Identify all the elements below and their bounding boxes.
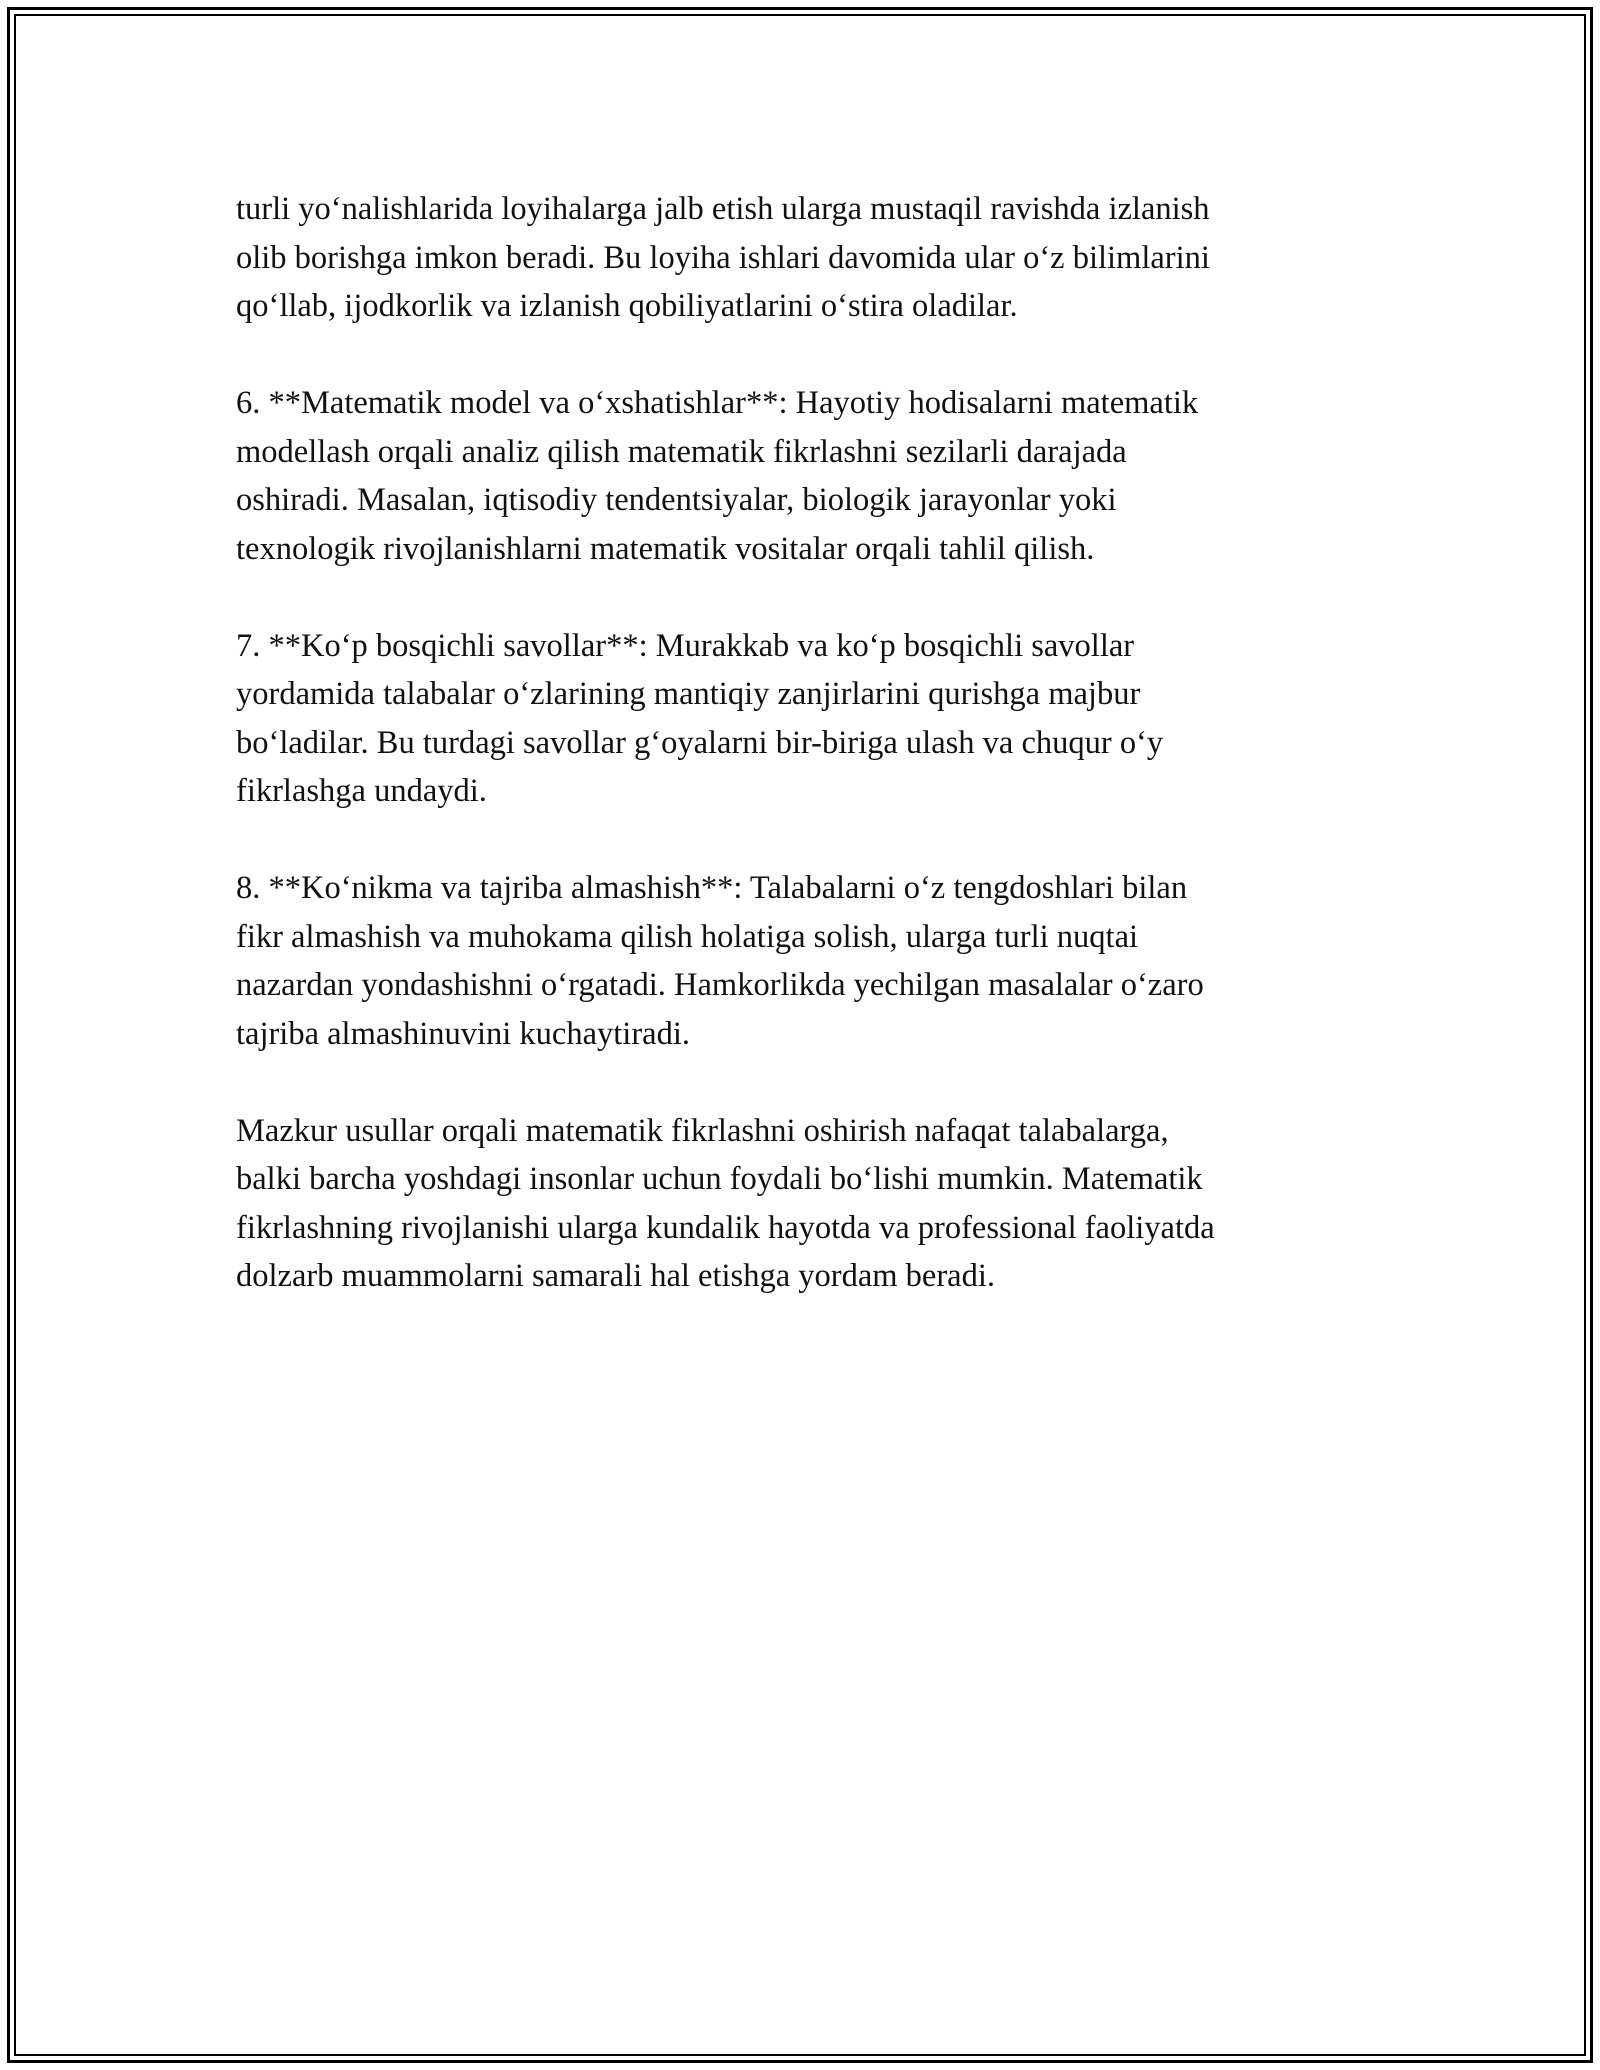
- paragraph-item-8: [236, 864, 1366, 1058]
- text-line: turli yo‘nalishlarida loyihalarga jalb etish ularga mustaqil ravishda izlanish: [236, 191, 1210, 227]
- text-line: 6. **Matematik model va o‘xshatishlar**: Hayotiy hodisalarni matematik: [236, 385, 1199, 421]
- text-line: olib borishga imkon beradi. Bu loyiha ishlari davomida ular o‘z bilimlarini: [236, 239, 1210, 276]
- paragraph-item-6: [236, 379, 1366, 573]
- paragraph-intro-continuation: [236, 185, 1366, 331]
- text-line: nazardan yondashishni o‘rgatadi. Hamkorlikda yechilgan masalalar o‘zaro: [236, 967, 1204, 1003]
- paragraph-item-7: [236, 622, 1366, 816]
- text-line: qo‘llab, ijodkorlik va izlanish qobiliyatlarini o‘stira oladilar.: [236, 288, 1018, 324]
- text-line: modellash orqali analiz qilish matematik fikrlashni sezilarli darajada: [236, 433, 1127, 470]
- text-line: fikr almashish va muhokama qilish holatiga solish, ularga turli nuqtai: [236, 918, 1139, 955]
- text-line: fikrlashga undaydi.: [236, 773, 487, 809]
- text-line: bo‘ladilar. Bu turdagi savollar g‘oyalarni bir-biriga ulash va chuqur o‘y: [236, 724, 1164, 761]
- document-body: [236, 185, 1366, 1349]
- text-line: Mazkur usullar orqali matematik fikrlashni oshirish nafaqat talabalarga,: [236, 1112, 1169, 1149]
- text-line: texnologik rivojlanishlarni matematik vositalar orqali tahlil qilish.: [236, 530, 1095, 567]
- text-line: fikrlashning rivojlanishi ularga kundalik hayotda va professional faoliyatda: [236, 1209, 1215, 1246]
- text-line: dolzarb muammolarni samarali hal etishga yordam beradi.: [236, 1258, 995, 1294]
- text-line: oshiradi. Masalan, iqtisodiy tendentsiyalar, biologik jarayonlar yoki: [236, 482, 1117, 518]
- text-line: 7. **Ko‘p bosqichli savollar**: Murakkab va ko‘p bosqichli savollar: [236, 627, 1135, 664]
- text-line: tajriba almashinuvini kuchaytiradi.: [236, 1015, 690, 1052]
- paragraph-conclusion: [236, 1107, 1366, 1301]
- text-line: balki barcha yoshdagi insonlar uchun foydali bo‘lishi mumkin. Matematik: [236, 1161, 1203, 1197]
- text-line: yordamida talabalar o‘zlarining mantiqiy zanjirlarini qurishga majbur: [236, 676, 1141, 712]
- text-line: 8. **Ko‘nikma va tajriba almashish**: Talabalarni o‘z tengdoshlari bilan: [236, 870, 1188, 906]
